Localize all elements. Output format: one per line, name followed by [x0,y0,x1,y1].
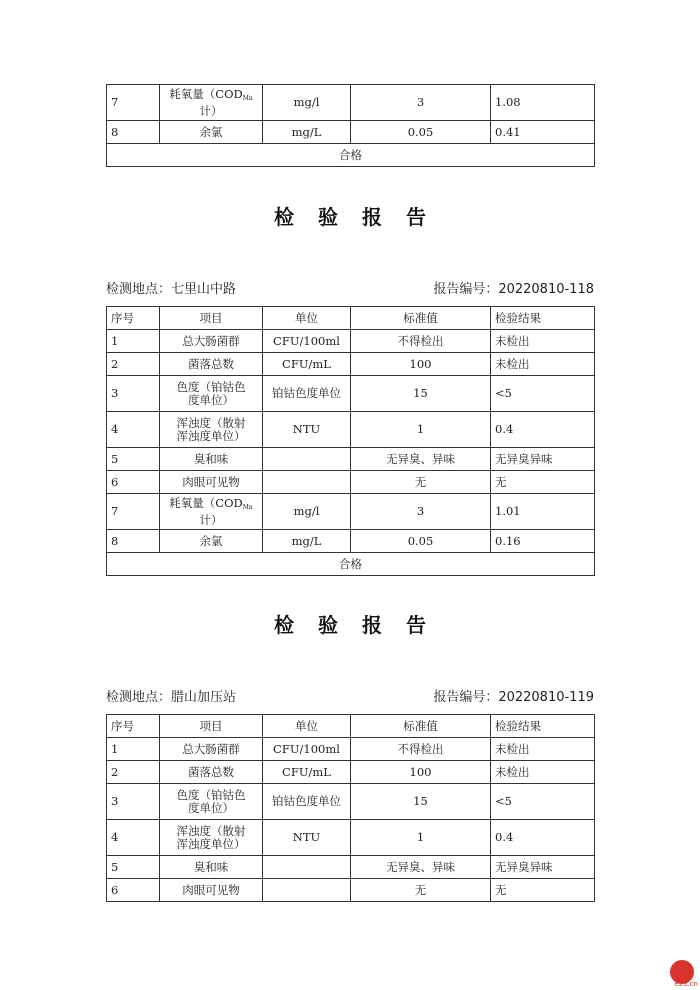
item-name: 臭和味 [160,448,263,471]
item-result: 未检出 [491,353,595,376]
item-standard: 15 [351,376,491,412]
table-row [107,530,595,553]
item-standard: 100 [351,353,491,376]
header-standard: 标准值 [351,715,491,738]
item-standard: 3 [351,494,491,530]
item-unit: CFU/mL [263,353,351,376]
item-standard: 0.05 [351,530,491,553]
table-row [107,330,595,353]
item-standard: 无 [351,879,491,902]
report-table-continued [106,84,595,167]
header-unit: 单位 [263,715,351,738]
item-result: 1.08 [491,85,595,121]
item-standard: 不得检出 [351,738,491,761]
table-row [107,856,595,879]
table-row [107,376,595,412]
report-title: 检验报告 [274,613,450,637]
item-unit: mg/l [263,85,351,121]
table-row [107,412,595,448]
header-number: 序号 [107,715,160,738]
table-header-row [107,715,595,738]
row-number: 8 [107,121,160,144]
item-unit: 铂钴色度单位 [263,376,351,412]
item-unit: CFU/mL [263,761,351,784]
header-item: 项目 [160,307,263,330]
item-unit: NTU [263,412,351,448]
conclusion: 合格 [107,144,595,167]
table-row [107,784,595,820]
item-standard: 15 [351,784,491,820]
item-standard: 0.05 [351,121,491,144]
table-row [107,494,595,530]
item-standard: 1 [351,820,491,856]
item-name: 臭和味 [160,856,263,879]
item-result: 无异臭异味 [491,856,595,879]
item-name: 色度（铂钴色 度单位） [160,376,263,412]
row-number: 1 [107,738,160,761]
item-name: 耗氧量（$COD_{Mn}$ 计） [160,85,263,121]
table-row [107,448,595,471]
row-number: 5 [107,448,160,471]
item-result: 无 [491,471,595,494]
item-result: 未检出 [491,330,595,353]
row-number: 4 [107,412,160,448]
table-row [107,820,595,856]
row-number: 6 [107,879,160,902]
conclusion-row [107,144,595,167]
item-result: 未检出 [491,738,595,761]
item-unit [263,879,351,902]
header-standard: 标准值 [351,307,491,330]
item-name: 浑浊度（散射 浑浊度单位） [160,820,263,856]
item-unit: mg/L [263,530,351,553]
header-result: 检验结果 [491,307,595,330]
report-number: 报告编号：20220810-118 [433,282,594,297]
item-unit [263,856,351,879]
table-row [107,85,595,121]
report-table [106,714,595,902]
conclusion: 合格 [107,553,595,576]
item-result: 无 [491,879,595,902]
item-name: 耗氧量（$COD_{Mn}$ 计） [160,494,263,530]
item-result: 未检出 [491,761,595,784]
item-unit: 铂钴色度单位 [263,784,351,820]
item-unit: CFU/100ml [263,738,351,761]
item-result: 无异臭异味 [491,448,595,471]
row-number: 3 [107,376,160,412]
item-name: 总大肠菌群 [160,738,263,761]
item-result: 0.4 [491,412,595,448]
item-standard: 3 [351,85,491,121]
item-result: 0.4 [491,820,595,856]
item-unit: CFU/100ml [263,330,351,353]
row-number: 4 [107,820,160,856]
row-number: 2 [107,353,160,376]
table-row [107,121,595,144]
table-row [107,761,595,784]
item-name: 余氯 [160,121,263,144]
report-table [106,306,595,576]
item-unit: mg/L [263,121,351,144]
item-result: 0.41 [491,121,595,144]
item-standard: 无异臭、异味 [351,448,491,471]
row-number: 7 [107,494,160,530]
item-result: 0.16 [491,530,595,553]
item-standard: 无 [351,471,491,494]
table-row [107,471,595,494]
item-result: <5 [491,376,595,412]
row-number: 5 [107,856,160,879]
item-name: 浑浊度（散射 浑浊度单位） [160,412,263,448]
row-number: 1 [107,330,160,353]
row-number: 3 [107,784,160,820]
item-unit: mg/l [263,494,351,530]
item-name: 余氯 [160,530,263,553]
header-result: 检验结果 [491,715,595,738]
item-name: 色度（铂钴色 度单位） [160,784,263,820]
item-standard: 100 [351,761,491,784]
item-standard: 1 [351,412,491,448]
table-row [107,738,595,761]
item-name: 菌落总数 [160,761,263,784]
item-unit [263,448,351,471]
row-number: 8 [107,530,160,553]
header-unit: 单位 [263,307,351,330]
item-name: 肉眼可见物 [160,879,263,902]
item-standard: 无异臭、异味 [351,856,491,879]
item-unit [263,471,351,494]
item-name: 总大肠菌群 [160,330,263,353]
item-result: 1.01 [491,494,595,530]
item-name: 肉眼可见物 [160,471,263,494]
header-number: 序号 [107,307,160,330]
test-location: 检测地点：腊山加压站 [106,690,237,705]
table-row [107,353,595,376]
header-item: 项目 [160,715,263,738]
report-title: 检验报告 [274,205,450,229]
table-header-row [107,307,595,330]
item-result: <5 [491,784,595,820]
item-name: 菌落总数 [160,353,263,376]
conclusion-row [107,553,595,576]
item-standard: 不得检出 [351,330,491,353]
report-number: 报告编号：20220810-119 [433,690,594,705]
row-number: 6 [107,471,160,494]
row-number: 2 [107,761,160,784]
watermark-text: e23.cn [674,980,698,988]
test-location: 检测地点：七里山中路 [106,282,237,297]
table-row [107,879,595,902]
row-number: 7 [107,85,160,121]
item-unit: NTU [263,820,351,856]
